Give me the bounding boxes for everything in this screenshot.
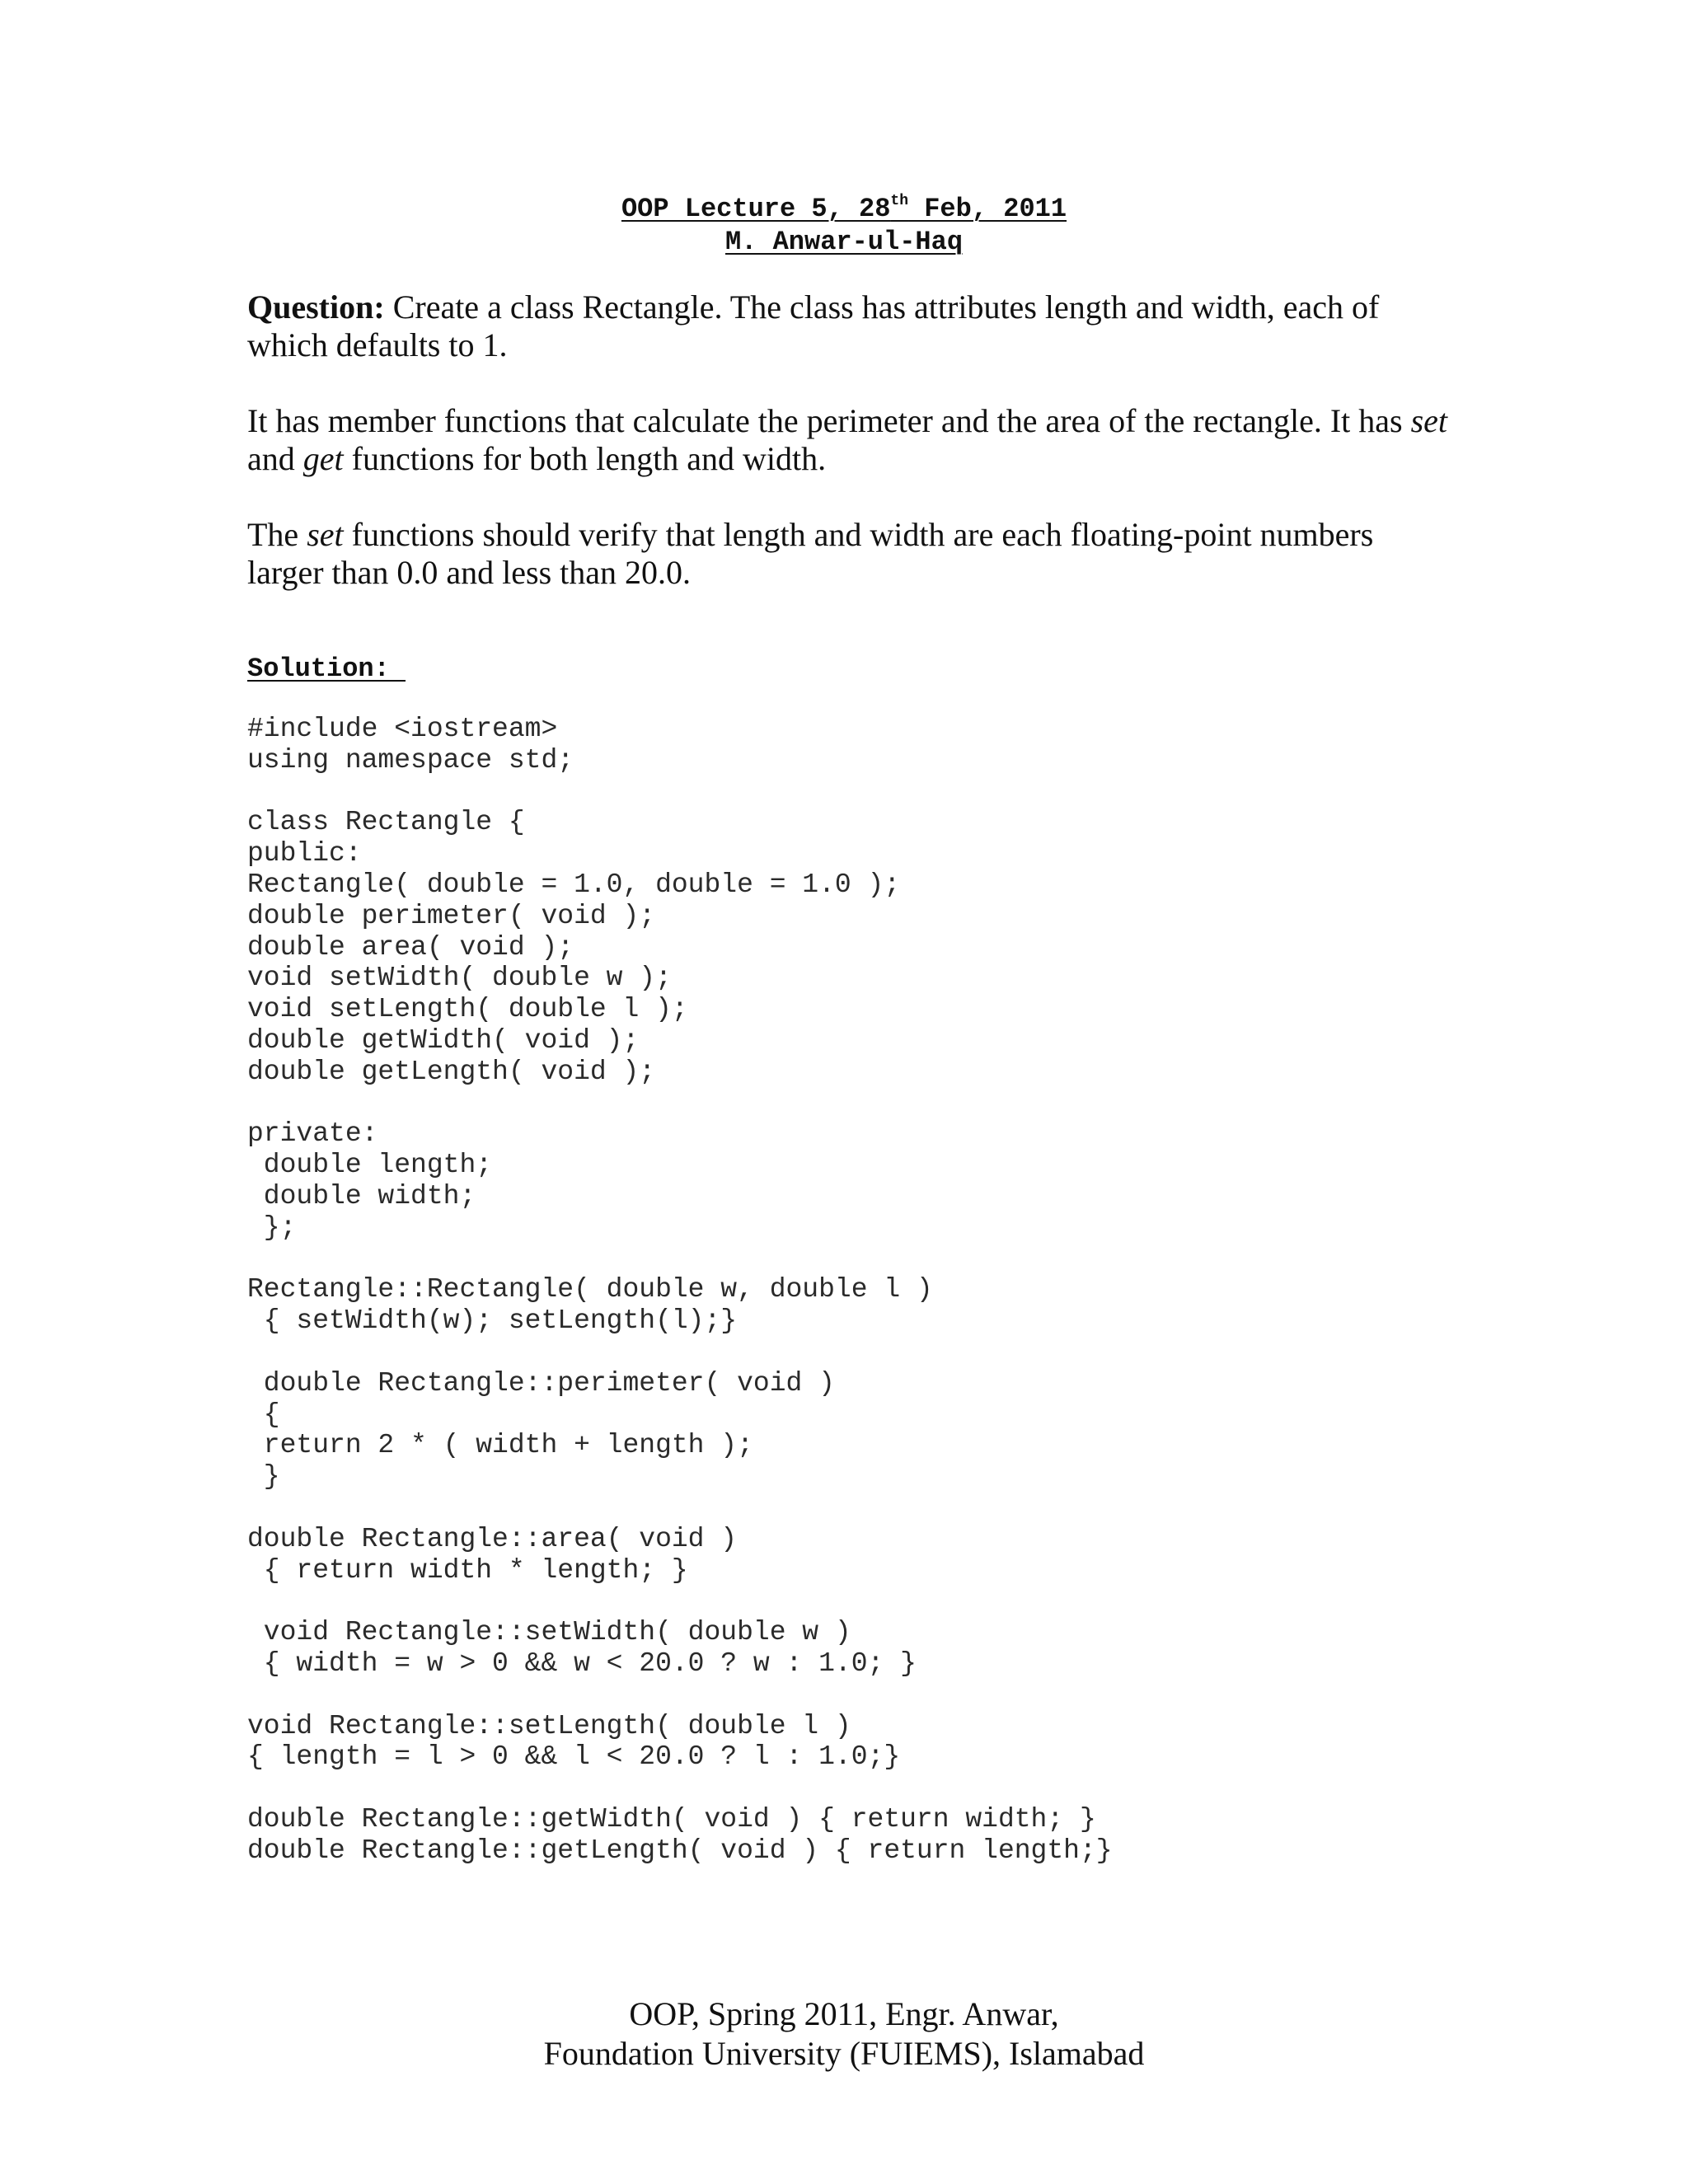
code-line [247,776,1113,808]
p2-text-c: functions for both length and width. [343,440,827,477]
code-line [247,1244,1113,1275]
question-paragraph-3-text [247,516,1451,592]
code-line: { [247,1399,280,1430]
code-line: double length; [247,1150,493,1181]
code-line: double getLength( void ); [247,1056,656,1087]
footer-line-1: OOP, Spring 2011, Engr. Anwar, [629,1995,1059,2032]
code-line [247,1680,1113,1711]
document-header [0,193,1688,259]
code-line: { width = w > 0 && w < 20.0 ? w : 1.0; } [247,1647,917,1679]
question-paragraph-3 [247,516,1451,592]
code-line [247,1088,1113,1119]
code-listing [247,714,1113,1866]
code-line: double Rectangle::getWidth( void ) { return width; } [247,1803,1096,1835]
code-line [247,1586,1113,1617]
code-line: double getWidth( void ); [247,1024,640,1056]
p2-get-italic: get [302,440,344,477]
code-line: void setLength( double l ); [247,994,688,1025]
footer-line-2: Foundation University (FUIEMS), Islamabad [543,2035,1145,2072]
code-line: } [247,1461,280,1493]
question-text [247,288,1451,364]
code-line: double width; [247,1180,476,1212]
question-paragraph-2 [247,402,1451,478]
code-line: { setWidth(w); setLength(l);} [247,1305,738,1337]
p2-set-italic: set [1410,402,1448,439]
code-line: double Rectangle::area( void ) [247,1523,738,1554]
question-body: Create a class Rectangle. The class has attributes length and width, each of which defaults to 1. [247,288,1380,363]
code-line: double area( void ); [247,931,574,963]
code-line: void Rectangle::setLength( double l ) [247,1710,851,1741]
code-line: public: [247,838,362,869]
code-line: class Rectangle { [247,807,525,838]
p3-text-b: functions should verify that length and width are each floating-point numbers larger than 0.0 and less than 20.0. [247,516,1374,591]
code-line: return 2 * ( width + length ); [247,1430,753,1461]
author-name [0,226,1688,259]
ordinal-suffix: th [890,193,909,209]
code-line [247,1337,1113,1368]
code-line: double Rectangle::getLength( void ) { return length;} [247,1835,1113,1866]
code-line: Rectangle::Rectangle( double w, double l ) [247,1274,933,1305]
page-footer [0,1994,1688,2074]
code-line: void setWidth( double w ); [247,963,672,994]
code-line: Rectangle( double = 1.0, double = 1.0 ); [247,869,901,900]
p3-set-italic: set [307,516,344,553]
question-label: Question: [247,288,385,326]
code-line: { length = l > 0 && l < 20.0 ? l : 1.0;} [247,1741,901,1773]
question-paragraph-2-text [247,402,1451,478]
code-line [247,1773,1113,1804]
p2-text-a: It has member functions that calculate the perimeter and the area of the rectangle. It has [247,402,1411,439]
p2-text-b: and [247,440,303,477]
code-line: using namespace std; [247,744,574,776]
code-line: { return width * length; } [247,1554,688,1586]
lecture-title-prefix: OOP Lecture 5, 28 [621,194,891,224]
solution-label: Solution: [247,654,406,684]
code-line: void Rectangle::setWidth( double w ) [247,1617,851,1648]
code-line: }; [247,1212,297,1243]
author-name-text: M. Anwar-ul-Haq [724,227,964,257]
lecture-title-date: Feb, 2011 [908,194,1067,224]
question-paragraph-1 [247,288,1451,364]
code-line: #include <iostream> [247,714,558,744]
code-line: private: [247,1118,378,1150]
p3-text-a: The [247,516,307,553]
code-line [247,1493,1113,1524]
code-line: double Rectangle::perimeter( void ) [247,1367,835,1399]
code-line: double perimeter( void ); [247,900,656,931]
lecture-title [0,193,1688,226]
